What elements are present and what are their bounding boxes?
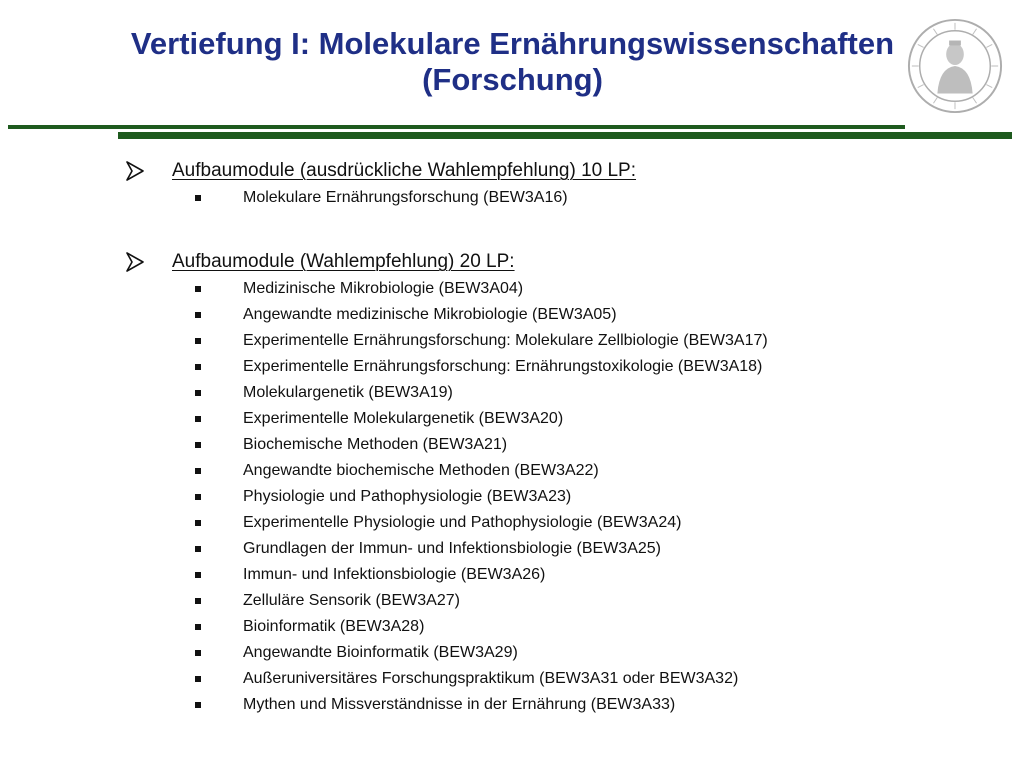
list-item xyxy=(124,562,768,588)
square-bullet-icon xyxy=(195,702,201,708)
list-item xyxy=(124,588,768,614)
square-bullet-icon xyxy=(195,416,201,422)
section-heading xyxy=(124,251,768,273)
square-bullet-icon xyxy=(195,286,201,292)
section-heading xyxy=(124,160,636,182)
square-bullet-icon xyxy=(195,390,201,396)
list-item-text: Zelluläre Sensorik (BEW3A27) xyxy=(243,592,460,609)
slide-title-line-2: (Forschung) xyxy=(422,62,603,97)
list-item xyxy=(124,614,768,640)
section-recommended-10lp xyxy=(124,160,636,211)
list-item-text: Grundlagen der Immun- und Infektionsbiologie (BEW3A25) xyxy=(243,540,661,557)
square-bullet-icon xyxy=(195,442,201,448)
title-divider-thick xyxy=(118,132,1012,139)
module-list xyxy=(124,185,636,211)
list-item xyxy=(124,510,768,536)
list-item xyxy=(124,692,768,718)
section-heading-text: Aufbaumodule (ausdrückliche Wahlempfehlung) 10 LP: xyxy=(172,160,637,181)
list-item xyxy=(124,640,768,666)
list-item-text: Physiologie und Pathophysiologie (BEW3A23) xyxy=(243,488,572,505)
module-list xyxy=(124,276,768,718)
arrow-bullet-icon xyxy=(124,160,146,182)
list-item xyxy=(124,380,768,406)
square-bullet-icon xyxy=(195,624,201,630)
list-item xyxy=(124,536,768,562)
square-bullet-icon xyxy=(195,195,201,201)
list-item-text: Bioinformatik (BEW3A28) xyxy=(243,618,425,635)
title-divider-thin xyxy=(8,125,905,129)
square-bullet-icon xyxy=(195,546,201,552)
list-item-text: Experimentelle Ernährungsforschung: Molekulare Zellbiologie (BEW3A17) xyxy=(243,332,768,349)
slide-title xyxy=(40,26,985,98)
square-bullet-icon xyxy=(195,676,201,682)
list-item-text: Biochemische Methoden (BEW3A21) xyxy=(243,436,508,453)
square-bullet-icon xyxy=(195,364,201,370)
list-item xyxy=(124,666,768,692)
square-bullet-icon xyxy=(195,598,201,604)
list-item-text: Experimentelle Molekulargenetik (BEW3A20) xyxy=(243,410,564,427)
square-bullet-icon xyxy=(195,520,201,526)
list-item-text: Angewandte biochemische Methoden (BEW3A22) xyxy=(243,462,599,479)
list-item-text: Immun- und Infektionsbiologie (BEW3A26) xyxy=(243,566,546,583)
list-item xyxy=(124,276,768,302)
list-item-text: Molekulare Ernährungsforschung (BEW3A16) xyxy=(243,189,568,206)
university-seal-icon xyxy=(906,17,1004,115)
list-item xyxy=(124,328,768,354)
square-bullet-icon xyxy=(195,494,201,500)
square-bullet-icon xyxy=(195,312,201,318)
list-item-text: Angewandte Bioinformatik (BEW3A29) xyxy=(243,644,518,661)
list-item xyxy=(124,432,768,458)
section-recommended-20lp xyxy=(124,251,768,718)
list-item-text: Experimentelle Physiologie und Pathophysiologie (BEW3A24) xyxy=(243,514,682,531)
square-bullet-icon xyxy=(195,650,201,656)
list-item xyxy=(124,458,768,484)
square-bullet-icon xyxy=(195,572,201,578)
list-item-text: Außeruniversitäres Forschungspraktikum (BEW3A31 oder BEW3A32) xyxy=(243,670,739,687)
list-item-text: Angewandte medizinische Mikrobiologie (BEW3A05) xyxy=(243,306,617,323)
list-item-text: Experimentelle Ernährungsforschung: Ernährungstoxikologie (BEW3A18) xyxy=(243,358,763,375)
section-heading-text: Aufbaumodule (Wahlempfehlung) 20 LP: xyxy=(172,251,515,272)
list-item-text: Mythen und Missverständnisse in der Ernährung (BEW3A33) xyxy=(243,696,676,713)
list-item-text: Molekulargenetik (BEW3A19) xyxy=(243,384,453,401)
slide-title-line-1: Vertiefung I: Molekulare Ernährungswissenschaften xyxy=(130,26,895,61)
list-item-text: Medizinische Mikrobiologie (BEW3A04) xyxy=(243,280,524,297)
list-item xyxy=(124,354,768,380)
square-bullet-icon xyxy=(195,338,201,344)
square-bullet-icon xyxy=(195,468,201,474)
list-item xyxy=(124,406,768,432)
arrow-bullet-icon xyxy=(124,251,146,273)
list-item xyxy=(124,185,636,211)
list-item xyxy=(124,302,768,328)
list-item xyxy=(124,484,768,510)
